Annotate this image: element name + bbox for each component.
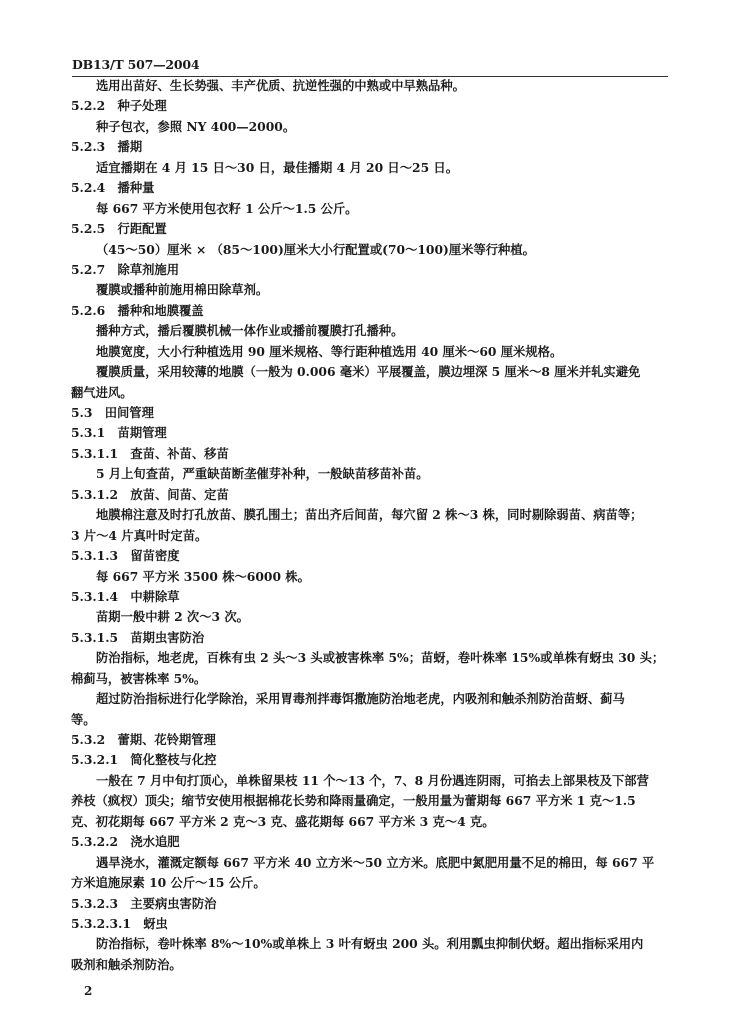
paragraph-line: 克、初花期每 667 平方米 2 克～3 克、盛花期每 667 平方米 3 克～4 克。 — [71, 813, 495, 829]
section-heading: 5.3.1.4 中耕除草 — [71, 588, 180, 604]
section-heading: 5.2.6 播种和地膜覆盖 — [71, 302, 204, 318]
section-heading: 5.3.1.3 留苗密度 — [71, 548, 180, 564]
section-heading: 5.2.3 播期 — [71, 139, 143, 155]
paragraph-line: 方米追施尿素 10 公斤～15 公斤。 — [71, 875, 266, 891]
paragraph-line: 养枝（疯杈）顶尖；缩节安使用根据棉花长势和降雨量确定，一般用量为蕾期每 667 平方米 1 克～1.5 — [71, 793, 636, 809]
paragraph-line: 防治指标，地老虎，百株有虫 2 头～3 头或被害株率 5%；苗蚜，卷叶株率 15%或单株有蚜虫 30 头； — [96, 650, 665, 666]
paragraph-line: 吸剂和触杀剂防治。 — [71, 956, 182, 972]
paragraph-line: 种子包衣，参照 NY 400—2000。 — [96, 118, 296, 134]
section-heading: 5.2.4 播种量 — [71, 180, 155, 196]
section-heading: 5.3.1.5 苗期虫害防治 — [71, 629, 205, 645]
paragraph-line: 遇旱浇水，灌溉定额每 667 平方米 40 立方米～50 立方米。底肥中氮肥用量不足的棉田，每 667 平 — [96, 854, 655, 870]
section-heading: 5.3.2 蕾期、花铃期管理 — [71, 732, 216, 747]
paragraph-line: 翻气进风。 — [71, 384, 133, 400]
paragraph-line: 播种方式，播后覆膜机械一体作业或播前覆膜打孔播种。 — [96, 323, 404, 339]
paragraph-line: 每 667 平方米使用包衣籽 1 公斤～1.5 公斤。 — [96, 200, 358, 216]
paragraph-line: 覆膜或播种前施用棉田除草剂。 — [96, 282, 269, 298]
section-heading: 5.3 田间管理 — [71, 405, 154, 420]
paragraph-line: 选用出苗好、生长势强、丰产优质、抗逆性强的中熟或中早熟品种。 — [96, 78, 465, 93]
paragraph-line: 棉蓟马，被害株率 5%。 — [71, 670, 207, 686]
section-heading: 5.2.7 除草剂施用 — [71, 261, 180, 277]
paragraph-line: 覆膜质量，采用较薄的地膜（一般为 0.006 毫米）平展覆盖，膜边埋深 5 厘米～8 厘米并轧实避免 — [96, 364, 641, 380]
paragraph-line: 3 片～4 片真叶时定苗。 — [71, 527, 208, 543]
document-body — [70, 76, 670, 975]
paragraph-line: 一般在 7 月中旬打顶心，单株留果枝 11 个～13 个，7、8 月份遇连阴雨，可掐去上部果枝及下部营 — [96, 772, 649, 788]
paragraph-line: 每 667 平方米 3500 株～6000 株。 — [96, 568, 310, 584]
section-heading: 5.3.2.1 简化整枝与化控 — [71, 752, 217, 768]
section-heading: 5.3.2.3.1 蚜虫 — [71, 915, 168, 931]
paragraph-line: （45～50）厘米 × （85～100)厘米大小行配置或(70～100)厘米等行种植。 — [96, 241, 535, 257]
standard-code: DB13/T 507—2004 — [72, 57, 200, 72]
paragraph-line: 适宜播期在 4 月 15 日～30 日，最佳播期 4 月 20 日～25 日。 — [96, 159, 459, 175]
section-heading: 5.3.1.1 查苗、补苗、移苗 — [71, 445, 229, 461]
paragraph-line: 地膜宽度，大小行种植选用 90 厘米规格、等行距种植选用 40 厘米～60 厘米规格。 — [96, 343, 563, 359]
section-heading: 5.3.1.2 放苗、间苗、定苗 — [71, 486, 229, 502]
paragraph-line: 苗期一般中耕 2 次～3 次。 — [96, 609, 249, 625]
paragraph-line: 超过防治指标进行化学除治，采用胃毒剂拌毒饵撒施防治地老虎，内吸剂和触杀剂防治苗蚜、蓟马 — [96, 691, 625, 707]
paragraph-line: 5 月上旬查苗，严重缺苗断垄催芽补种，一般缺苗移苗补苗。 — [96, 466, 429, 482]
paragraph-line: 等。 — [71, 711, 96, 727]
section-heading: 5.2.2 种子处理 — [71, 98, 167, 114]
paragraph-line: 地膜棉注意及时打孔放苗、膜孔围土；苗出齐后间苗，每穴留 2 株～3 株，同时剔除弱苗、病苗等； — [96, 507, 643, 523]
section-heading: 5.3.2.2 浇水追肥 — [71, 834, 180, 850]
paragraph-line: 防治指标，卷叶株率 8%～10%或单株上 3 叶有蚜虫 200 头。利用瓢虫抑制伏蚜。超出指标采用内 — [96, 936, 644, 952]
section-heading: 5.2.5 行距配置 — [71, 221, 167, 237]
section-heading: 5.3.1 苗期管理 — [71, 425, 167, 441]
section-heading: 5.3.2.3 主要病虫害防治 — [71, 895, 217, 911]
page-number: 2 — [84, 984, 93, 998]
